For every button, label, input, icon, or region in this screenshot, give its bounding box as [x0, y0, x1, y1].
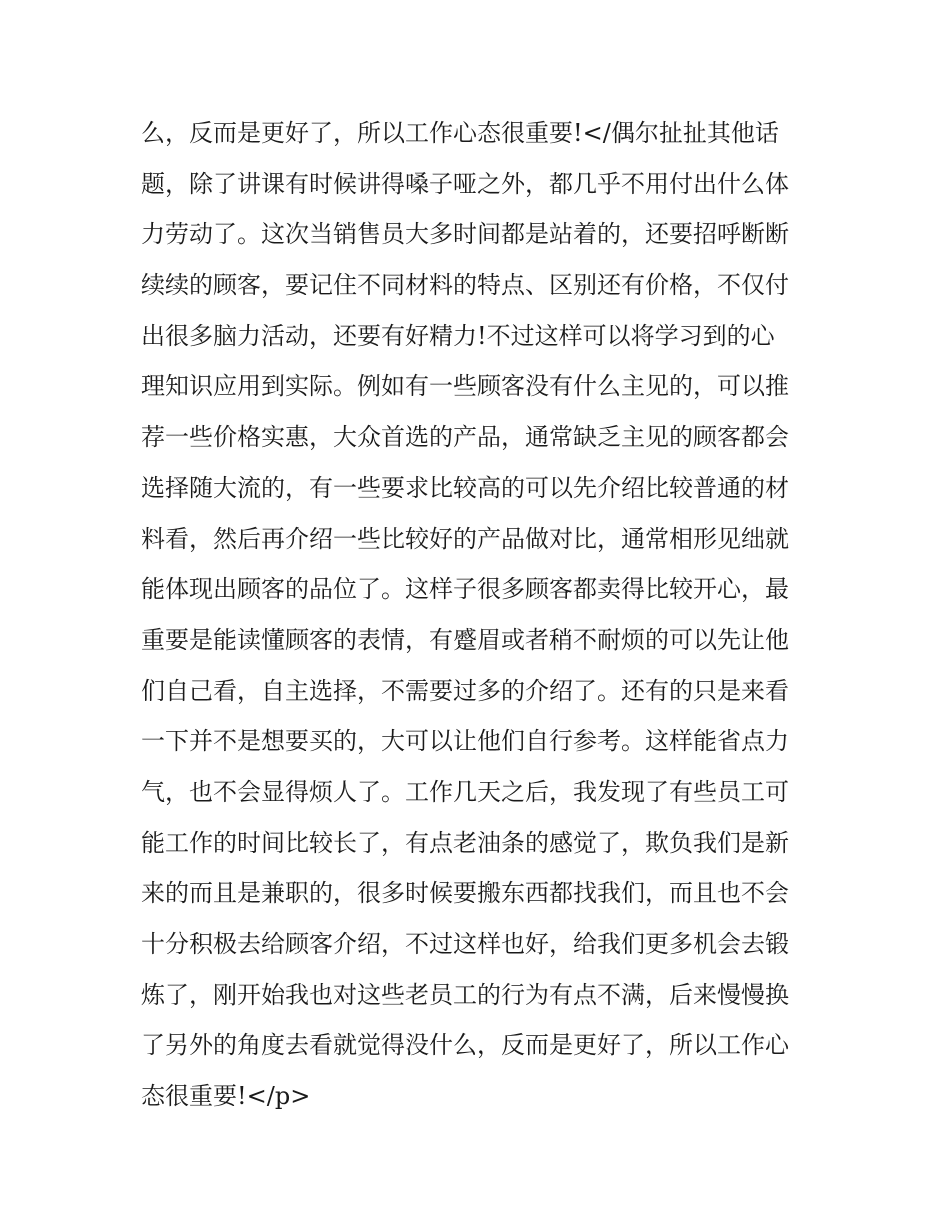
text-line: 力劳动了。这次当销售员大多时间都是站着的，还要招呼断断: [141, 220, 789, 249]
text-line: 荐一些价格实惠，大众首选的产品，通常缺乏主见的顾客都会: [141, 423, 789, 452]
text-line: 十分积极去给顾客介绍，不过这样也好，给我们更多机会去锻: [141, 930, 789, 958]
text-line: 了另外的角度去看就觉得没什么，反而是更好了，所以工作心: [141, 1031, 789, 1060]
text-line: 能体现出顾客的品位了。这样子很多顾客都卖得比较开心，最: [141, 575, 789, 604]
text-line: 能工作的时间比较长了，有点老油条的感觉了，欺负我们是新: [141, 828, 789, 857]
text-line: 炼了，刚开始我也对这些老员工的行为有点不满，后来慢慢换: [141, 980, 789, 1009]
body-paragraph: [141, 108, 821, 1122]
text-line: 们自己看，自主选择，不需要过多的介绍了。还有的只是来看: [141, 676, 789, 705]
text-line: 选择随大流的，有一些要求比较高的可以先介绍比较普通的材: [141, 473, 789, 502]
text-line: 理知识应用到实际。例如有一些顾客没有什么主见的，可以推: [141, 372, 789, 401]
text-line: 来的而且是兼职的，很多时候要搬东西都找我们，而且也不会: [141, 879, 789, 908]
text-line: 料看，然后再介绍一些比较好的产品做对比，通常相形见绌就: [141, 524, 789, 553]
text-line: 么，反而是更好了，所以工作心态很重要!</偶尔扯扯其他话: [141, 119, 779, 147]
text-line: 出很多脑力活动，还要有好精力!不过这样可以将学习到的心: [141, 321, 775, 350]
text-line: 重要是能读懂顾客的表情，有蹙眉或者稍不耐烦的可以先让他: [141, 625, 789, 654]
text-line: 题，除了讲课有时候讲得嗓子哑之外，都几乎不用付出什么体: [141, 169, 789, 198]
text-line: 态很重要!</p>: [141, 1082, 311, 1111]
text-line: 续续的顾客，要记住不同材料的特点、区别还有价格，不仅付: [141, 271, 789, 300]
text-line: 一下并不是想要买的，大可以让他们自行参考。这样能省点力: [141, 727, 789, 756]
text-line: 气，也不会显得烦人了。工作几天之后，我发现了有些员工可: [141, 777, 789, 806]
